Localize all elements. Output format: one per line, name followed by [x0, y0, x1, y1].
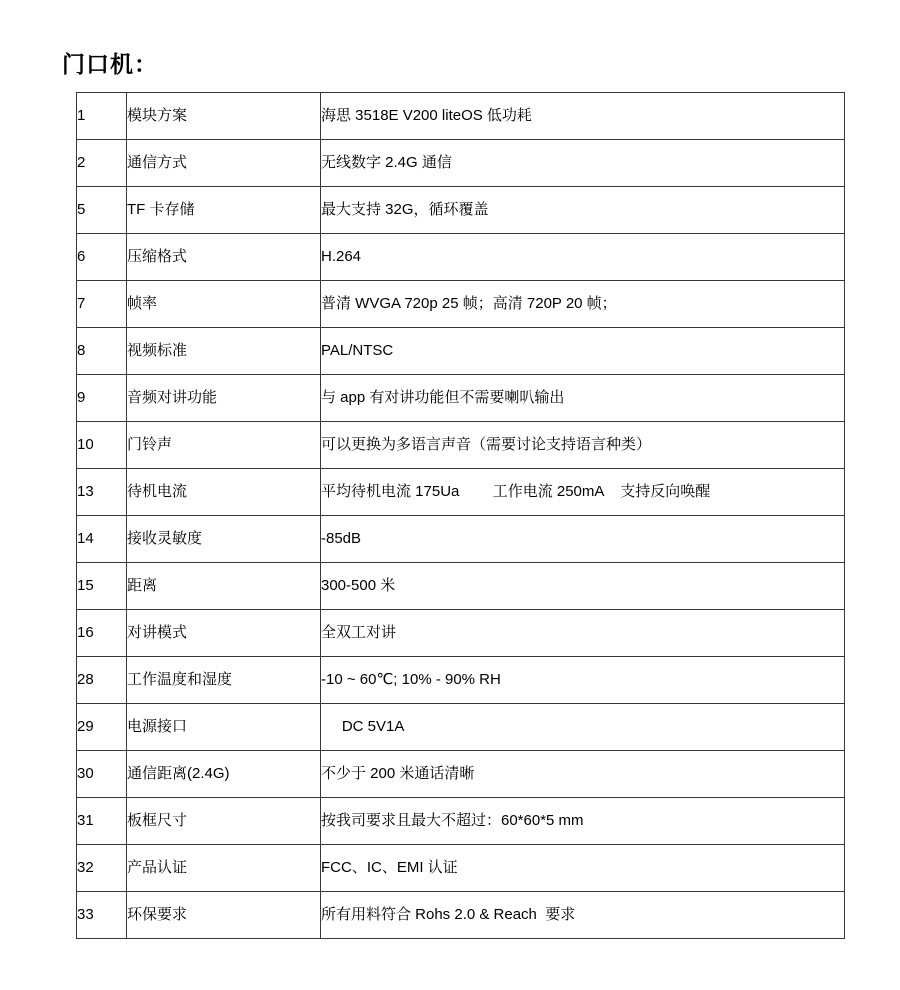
row-number-cell: 13	[77, 469, 127, 516]
spec-name-cell: 门铃声	[127, 422, 321, 469]
table-row	[77, 422, 845, 469]
table-row	[77, 375, 845, 422]
table-row	[77, 845, 845, 892]
spec-name-cell: 环保要求	[127, 892, 321, 939]
row-number-cell: 16	[77, 610, 127, 657]
spec-name-cell: 电源接口	[127, 704, 321, 751]
row-number-cell: 14	[77, 516, 127, 563]
spec-name-cell: 接收灵敏度	[127, 516, 321, 563]
spec-name-cell: 音频对讲功能	[127, 375, 321, 422]
spec-value-cell: 可以更换为多语言声音（需要讨论支持语言种类）	[321, 422, 845, 469]
spec-name-cell: 距离	[127, 563, 321, 610]
spec-value-cell: -10 ~ 60℃; 10% - 90% RH	[321, 657, 845, 704]
row-number-cell: 15	[77, 563, 127, 610]
spec-value-cell: 所有用料符合 Rohs 2.0 & Reach 要求	[321, 892, 845, 939]
table-row	[77, 328, 845, 375]
row-number-cell: 6	[77, 234, 127, 281]
spec-value-cell: FCC、IC、EMI 认证	[321, 845, 845, 892]
spec-value-cell: 按我司要求且最大不超过：60*60*5 mm	[321, 798, 845, 845]
table-row	[77, 187, 845, 234]
spec-name-cell: 板框尺寸	[127, 798, 321, 845]
table-row	[77, 610, 845, 657]
spec-value-cell: 普清 WVGA 720p 25 帧；高清 720P 20 帧；	[321, 281, 845, 328]
row-number-cell: 10	[77, 422, 127, 469]
row-number-cell: 28	[77, 657, 127, 704]
spec-value-cell: 海思 3518E V200 liteOS 低功耗	[321, 93, 845, 140]
row-number-cell: 5	[77, 187, 127, 234]
row-number-cell: 32	[77, 845, 127, 892]
row-number-cell: 8	[77, 328, 127, 375]
row-number-cell: 9	[77, 375, 127, 422]
table-row	[77, 516, 845, 563]
spec-value-cell: 最大支持 32G，循环覆盖	[321, 187, 845, 234]
spec-value-cell: -85dB	[321, 516, 845, 563]
table-row	[77, 469, 845, 516]
table-row	[77, 93, 845, 140]
spec-name-cell: 工作温度和湿度	[127, 657, 321, 704]
row-number-cell: 29	[77, 704, 127, 751]
spec-value-cell: 无线数字 2.4G 通信	[321, 140, 845, 187]
spec-name-cell: 压缩格式	[127, 234, 321, 281]
spec-value-cell: 全双工对讲	[321, 610, 845, 657]
spec-name-cell: 对讲模式	[127, 610, 321, 657]
page-title: 门口机：	[62, 51, 158, 77]
table-row	[77, 751, 845, 798]
spec-value-cell: 不少于 200 米通话清晰	[321, 751, 845, 798]
table-row	[77, 798, 845, 845]
table-row	[77, 234, 845, 281]
table-row	[77, 892, 845, 939]
spec-name-cell: 通信距离(2.4G)	[127, 751, 321, 798]
table-row	[77, 281, 845, 328]
row-number-cell: 2	[77, 140, 127, 187]
row-number-cell: 33	[77, 892, 127, 939]
spec-value-cell: 平均待机电流 175Ua 工作电流 250mA 支持反向唤醒	[321, 469, 845, 516]
row-number-cell: 30	[77, 751, 127, 798]
spec-name-cell: 通信方式	[127, 140, 321, 187]
spec-name-cell: 产品认证	[127, 845, 321, 892]
spec-value-cell: 与 app 有对讲功能但不需要喇叭输出	[321, 375, 845, 422]
row-number-cell: 31	[77, 798, 127, 845]
spec-name-cell: 模块方案	[127, 93, 321, 140]
spec-name-cell: TF 卡存储	[127, 187, 321, 234]
spec-value-cell: PAL/NTSC	[321, 328, 845, 375]
row-number-cell: 7	[77, 281, 127, 328]
spec-value-cell: H.264	[321, 234, 845, 281]
spec-name-cell: 视频标准	[127, 328, 321, 375]
spec-value-cell: DC 5V1A	[321, 704, 845, 751]
spec-table-body	[77, 93, 845, 939]
spec-name-cell: 帧率	[127, 281, 321, 328]
table-row	[77, 657, 845, 704]
spec-value-cell: 300-500 米	[321, 563, 845, 610]
row-number-cell: 1	[77, 93, 127, 140]
table-row	[77, 563, 845, 610]
table-row	[77, 704, 845, 751]
spec-name-cell: 待机电流	[127, 469, 321, 516]
spec-table	[76, 92, 845, 939]
table-row	[77, 140, 845, 187]
